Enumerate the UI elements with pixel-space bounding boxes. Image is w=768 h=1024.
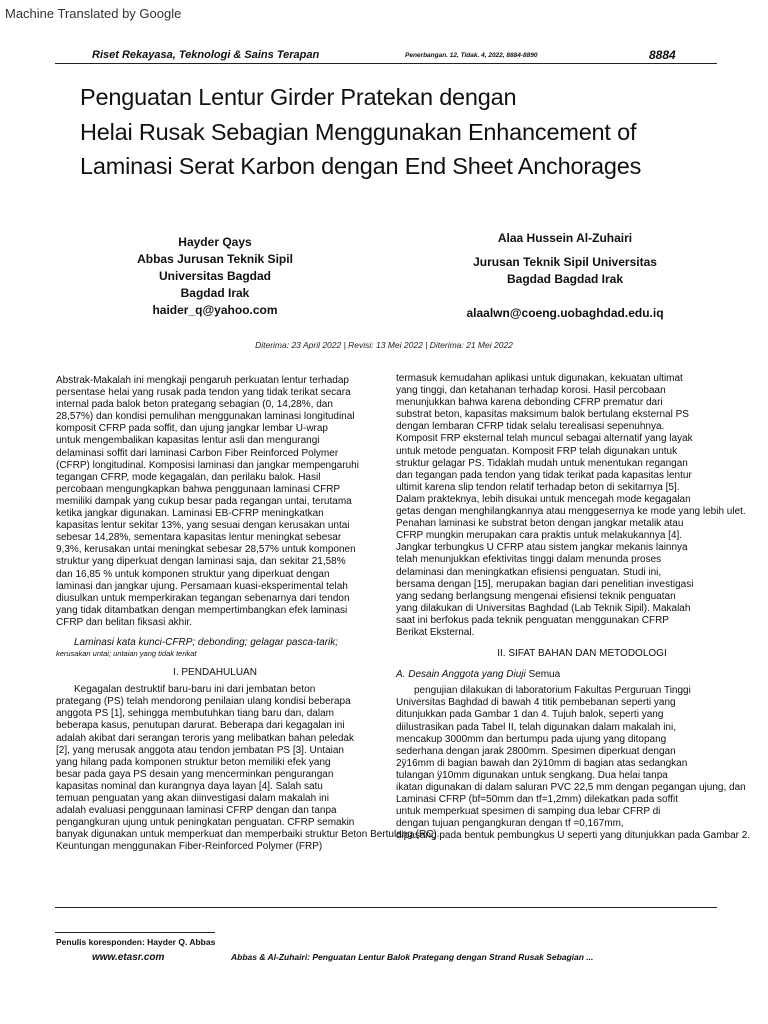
text-line: Kegagalan destruktif baru-baru ini dari jembatan beton <box>74 684 316 696</box>
journal-name: Riset Rekayasa, Teknologi & Sains Terapan <box>92 49 320 61</box>
abstract-line: Abstrak-Makalah ini mengkaji pengaruh perkuatan lentur terhadap <box>56 375 349 386</box>
corresponding-author-note: Penulis koresponden: Hayder Q. Abbas <box>56 937 216 947</box>
author-affiliation: Jurusan Teknik Sipil Universitas <box>473 255 657 269</box>
author-affiliation: Bagdad Irak <box>180 286 250 300</box>
text-line: ultimit karena slip tendon relatif terhadap beton di sekitarnya [5]. <box>396 481 680 493</box>
section-heading-materials: II. SIFAT BAHAN DAN METODOLOGI <box>497 648 667 660</box>
abstract-line: untuk mengembalikan kapasitas lentur asli dan mengurangi <box>56 435 320 447</box>
paper-title-line-3: Laminasi Serat Karbon dengan End Sheet Anchorages <box>80 153 642 179</box>
text-line: dan tegangan pada tendon yang tidak terikat pada kapasitas lentur <box>396 469 692 481</box>
text-line: dengan tujuan pengangkuran dengan tf =0,167mm, <box>396 818 624 830</box>
abstract-line: internal pada balok beton prategang sebagian (0, 14,28%, dan <box>56 399 333 411</box>
text-line: banyak digunakan untuk memperkuat dan memperbaiki struktur Beton Bertulang (RC). <box>56 829 440 841</box>
introduction-text <box>56 684 440 853</box>
abstract-line: 28,57%) dan kondisi pemulihan menggunakan laminasi longitudinal <box>56 411 355 423</box>
abstract-line: kapasitas lentur sekitar 13%, yang sesuai dengan kerusakan untai <box>56 520 350 532</box>
author-name: Alaa Hussein Al-Zuhairi <box>497 231 633 245</box>
abstract-line: sebesar 14,28%, sementara kapasitas lentur meningkat sebesar <box>56 532 342 544</box>
text-line: tulangan ÿ10mm digunakan untuk sengkang. Dua helai tanpa <box>396 769 668 781</box>
text-line: untuk memperkuat spesimen di samping dua lebar CFRP di <box>396 806 661 818</box>
subsection-heading <box>396 669 768 681</box>
paper-title-line-1: Penguatan Lentur Girder Pratekan dengan <box>80 84 517 110</box>
text-line: untuk metode penguatan. Komposit FRP telah digunakan untuk <box>396 445 678 457</box>
text-line: dengan lembaran CFRP tidak selalu terealisasi sepenuhnya. <box>396 421 665 433</box>
text-line: adalah akibat dari serangan teroris yang melibatkan bahan peledak <box>56 732 354 744</box>
abstract-line: diusulkan untuk memperkirakan tegangan sebenarnya dari tendon <box>56 592 350 604</box>
running-footer-title: Abbas & Al-Zuhairi: Penguatan Lentur Balok Prategang dengan Strand Rusak Sebagian ... <box>231 952 594 962</box>
text-line: [2], yang merusak anggota atau tendon jembatan PS [3]. Untaian <box>56 744 344 756</box>
text-line: 2ÿ16mm di bagian bawah dan 2ÿ10mm di bagian atas sedangkan <box>396 757 688 769</box>
subsection-first-word: Semua <box>528 669 561 681</box>
text-line: ikatan digunakan di dalam saluran PVC 22,5 mm dengan pegangan ujung, dan <box>396 782 746 793</box>
text-line: ditunjukkan pada Gambar 1 dan 4. Tujuh balok, seperti yang <box>396 709 664 721</box>
text-line: Keuntungan menggunakan Fiber-Reinforced Polymer (FRP) <box>56 841 323 853</box>
abstract-line: ketika jangkar digunakan. Laminasi EB-CFRP meningkatkan <box>56 508 324 520</box>
author-name: Hayder Qays <box>178 235 252 249</box>
author-affiliation: Abbas Jurusan Teknik Sipil <box>137 252 293 266</box>
text-line: bersama dengan [15], merupakan bagian dari penelitian investigasi <box>396 578 694 590</box>
section-heading-introduction: I. PENDAHULUAN <box>173 667 257 679</box>
abstract-line: (CFRP) longitudinal. Komposisi laminasi dan jangkar mempengaruhi <box>56 459 359 471</box>
subsection-title: A. Desain Anggota yang Diuji <box>396 669 526 681</box>
journal-website: www.etasr.com <box>92 952 165 963</box>
author-block-1 <box>100 234 330 319</box>
abstract-line: memiliki dampak yang cukup besar pada regangan untai, terutama <box>56 495 352 507</box>
abstract-line: tegangan CFRP, mode kegagalan, dan perilaku balok. Hasil <box>56 471 321 483</box>
abstract-line: percobaan mengungkapkan bahwa penggunaan laminasi CFRP <box>56 483 341 495</box>
abstract-line: 9,3%, kerusakan untai meningkat sebesar 28,57% untuk komponen <box>56 544 356 556</box>
abstract <box>56 375 374 629</box>
header-rule <box>55 63 717 64</box>
keywords-continued: kerusakan untai; untaian yang tidak terikat <box>56 649 197 659</box>
abstract-line: struktur yang diperkuat dengan laminasi saja, dan sekitar 21,58% <box>56 556 346 568</box>
abstract-line: delaminasi soffit dari laminasi Carbon Fiber Reinforced Polymer <box>56 447 339 459</box>
text-line: yang sedang berlangsung mengenai efisiensi teknik penguatan <box>396 590 676 602</box>
text-line: dipasang pada bentuk pembungkus U seperti yang ditunjukkan pada Gambar 2. <box>396 830 751 842</box>
text-line: Dalam prakteknya, lebih disukai untuk mencegah mode kegagalan <box>396 493 691 505</box>
text-line: diilustrasikan pada Tabel II, telah digunakan dalam makalah ini, <box>396 721 676 733</box>
text-line: yang tinggi, dan ketahanan terhadap korosi. Hasil percobaan <box>396 385 666 397</box>
right-column <box>396 373 768 842</box>
text-line: besar pada gaya PS desain yang mencerminkan pengurangan <box>56 768 334 780</box>
author-affiliation: Bagdad Bagdad Irak <box>506 272 624 286</box>
text-line: kapasitas nominal dan kurangnya daya layan [4]. Salah satu <box>56 780 323 792</box>
text-line: getas dengan menghilangkannya atau menggesernya ke mode yang lebih ulet. <box>396 506 746 518</box>
text-line: mencakup 3000mm dan bertumpu pada ujung yang ditopang <box>396 733 667 745</box>
author-email: haider_q@yahoo.com <box>152 303 278 317</box>
submission-dates: Diterima: 23 April 2022 | Revisi: 13 Mei 2022 | Diterima: 21 Mei 2022 <box>255 340 513 350</box>
abstract-line: persentase helai yang rusak pada tendon yang tidak terikat secara <box>56 387 351 399</box>
abstract-line: dan 16,85 % untuk komponen struktur yang diperkuat dengan <box>56 568 330 580</box>
author-affiliation: Universitas Bagdad <box>158 269 272 283</box>
text-line: struktur gelagar PS. Tidaklah mudah untuk menentukan regangan <box>396 457 688 469</box>
text-line: Jangkar terbungkus U CFRP atau sistem jangkar mekanis lainnya <box>396 542 688 554</box>
abstract-line: CFRP dan belitan fiksasi akhir. <box>56 616 192 628</box>
text-line: pengujian dilakukan di laboratorium Fakultas Perguruan Tinggi <box>414 685 691 697</box>
author-block-2 <box>440 230 690 322</box>
keywords: Laminasi kata kunci-CFRP; debonding; gelagar pasca-tarik; <box>74 636 339 648</box>
text-line: Penahan laminasi ke substrat beton dengan jangkar metalik atau <box>396 518 684 530</box>
footer-rule <box>55 907 717 908</box>
text-line: beberapa kasus, penutupan darurat. Beberapa dari kegagalan ini <box>56 720 345 732</box>
text-line: Laminasi CFRP (bf=50mm dan tf=1,2mm) dilekatkan pada soffit <box>396 794 678 806</box>
text-line: CFRP mungkin merupakan cara praktis untuk melakukannya [4]. <box>396 530 683 542</box>
text-line: temuan penguatan yang akan diinvestigasi dalam makalah ini <box>56 793 329 804</box>
text-line: yang dilakukan di Universitas Baghdad (Lab Teknik Sipil). Makalah <box>396 602 691 614</box>
abstract-line: yang tidak ditambatkan dengan mempertimbangkan efek laminasi <box>56 604 348 616</box>
author-email: alaalwn@coeng.uobaghdad.edu.iq <box>466 306 664 320</box>
text-line: saat ini berfokus pada teknik penguatan menggunakan CFRP <box>396 614 669 626</box>
text-line: yang hilang pada komponen struktur beton memiliki efek yang <box>56 756 331 768</box>
paper-title-line-2: Helai Rusak Sebagian Menggunakan Enhancement of <box>80 119 637 145</box>
text-line: sederhana dengan jarak 2800mm. Spesimen diperkuat dengan <box>396 745 676 757</box>
abstract-line: laminasi dan jangkar ujung. Persamaan kuasi-eksperimental telah <box>56 580 348 592</box>
volume-info: Penerbangan. 12, Tidak. 4, 2022, 8884-8890 <box>405 52 538 59</box>
text-line: substrat beton, kapasitas maksimum balok bertulang eksternal PS <box>396 409 689 421</box>
footnote-rule <box>55 932 215 933</box>
text-line: Berikat Eksternal. <box>396 626 475 638</box>
machine-translated-watermark: Machine Translated by Google <box>5 6 182 21</box>
introduction-continued <box>396 373 768 639</box>
text-line: pengangkuran ujung untuk peningkatan penguatan. CFRP semakin <box>56 817 355 829</box>
text-line: delaminasi dan meningkatkan efisiensi penguatan. Studi ini, <box>396 566 662 578</box>
text-line: menunjukkan bahwa karena debonding CFRP prematur dari <box>396 397 663 409</box>
text-line: termasuk kemudahan aplikasi untuk digunakan, kekuatan ultimat <box>396 373 683 384</box>
text-line: adalah evaluasi penggunaan laminasi CFRP dengan dan tanpa <box>56 805 337 817</box>
page-number: 8884 <box>649 48 676 62</box>
text-line: telah menunjukkan efektivitas tinggi dalam menunda proses <box>396 554 662 566</box>
methodology-text <box>396 685 768 842</box>
spacer <box>440 288 690 305</box>
text-line: prategang (PS) telah mendorong penilaian ulang kondisi beberapa <box>56 696 351 708</box>
text-line: anggota PS [1], sehingga membutuhkan tiang baru dan, dalam <box>56 708 334 720</box>
text-line: Komposit FRP eksternal telah muncul sebagai alternatif yang layak <box>396 433 693 445</box>
abstract-line: komposit CFRP pada soffit, dan ujung jangkar lembar U-wrap <box>56 423 328 435</box>
text-line: Universitas Baghdad di bawah 4 titik pembebanan seperti yang <box>396 697 676 709</box>
